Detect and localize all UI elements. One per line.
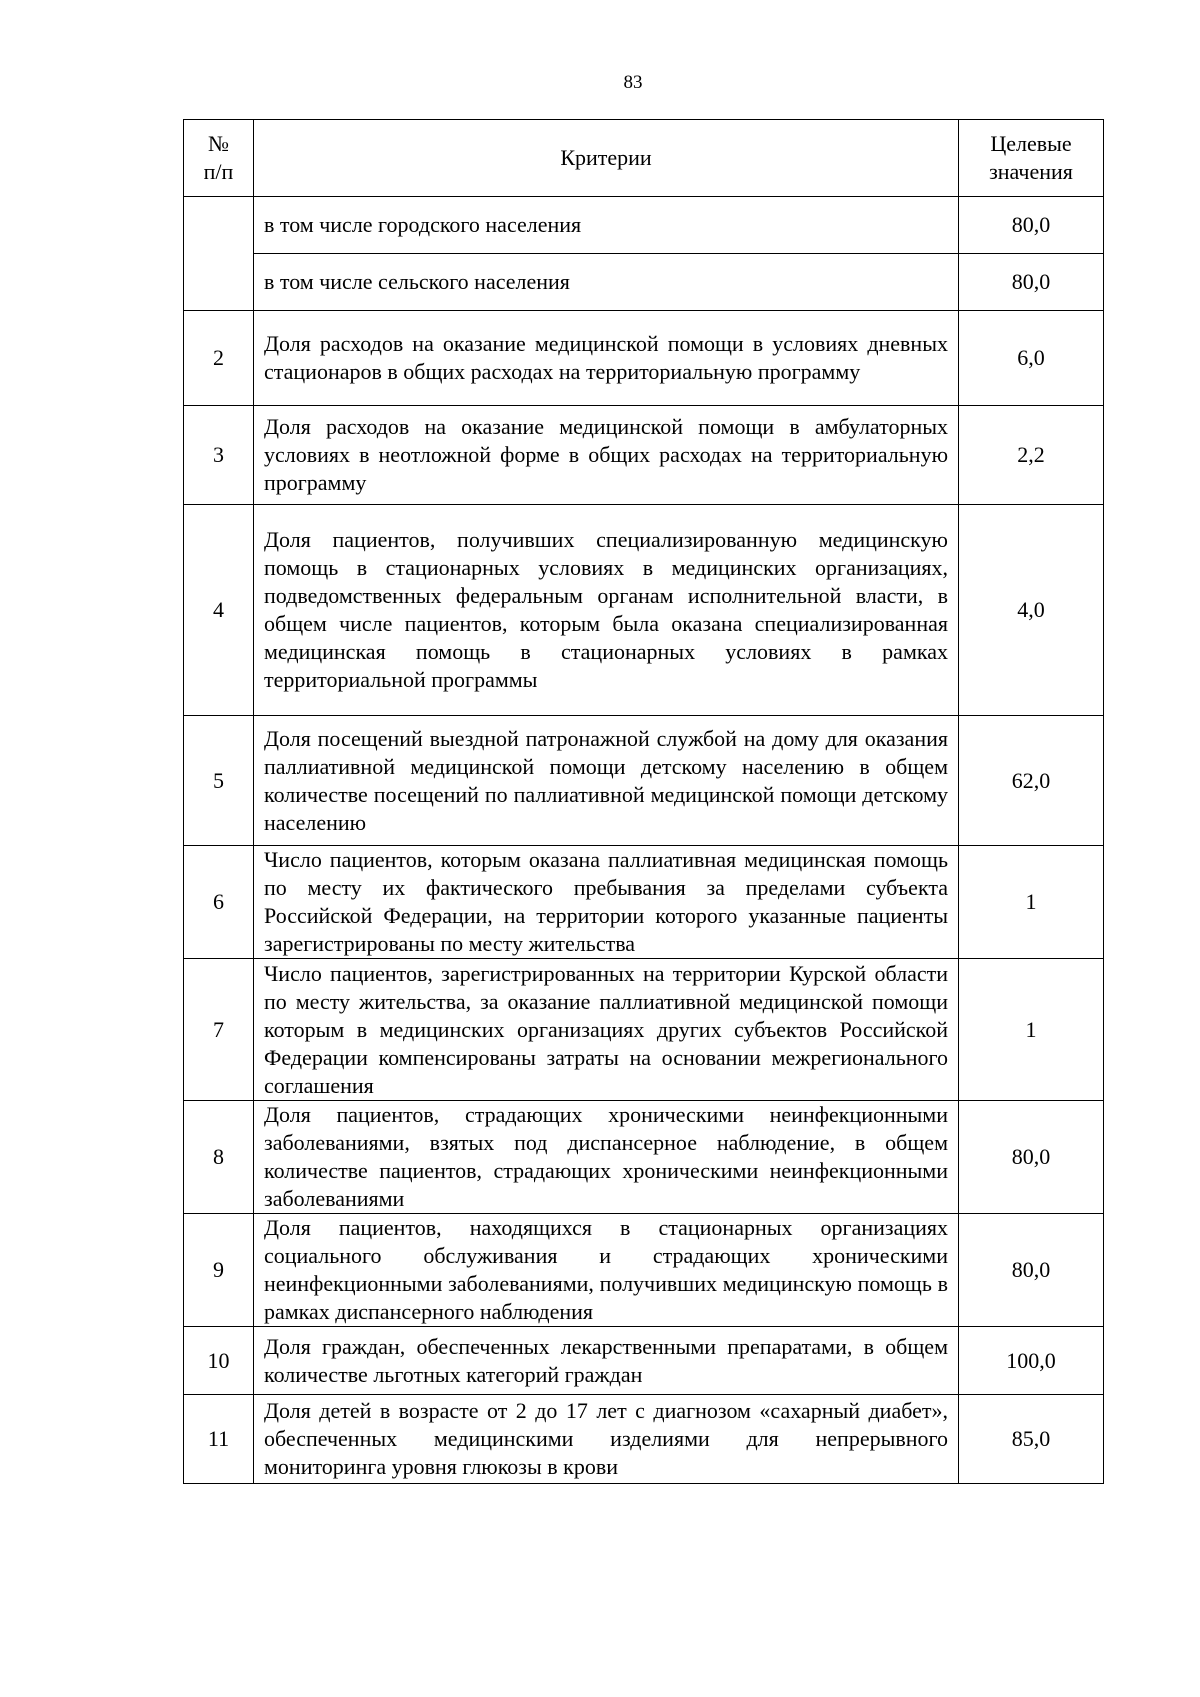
criteria-cell: в том числе городского населения [254,197,959,254]
table-row [184,1395,1104,1484]
table-row [184,254,1104,311]
table-header-row [184,120,1104,197]
row-number-cell: 9 [184,1214,254,1327]
row-number-cell: 4 [184,505,254,716]
row-number-cell: 10 [184,1327,254,1395]
target-value-cell: 80,0 [959,254,1104,311]
table-row [184,1327,1104,1395]
target-value-cell: 1 [959,846,1104,959]
table-row [184,1101,1104,1214]
table-row [184,716,1104,846]
row-number-cell: 5 [184,716,254,846]
header-target-line2: значения [989,159,1073,184]
table-row [184,1214,1104,1327]
criteria-cell: Доля посещений выездной патронажной службой на дому для оказания паллиативной медицинской помощи детскому населению в общем количестве посещений по паллиативной медицинской помощи детскому населению [254,716,959,846]
row-number-cell: 6 [184,846,254,959]
header-target-line1: Целевые [990,131,1072,156]
target-value-cell: 6,0 [959,311,1104,406]
criteria-cell: в том числе сельского населения [254,254,959,311]
criteria-cell: Доля пациентов, находящихся в стационарных организациях социального обслуживания и страдающих хроническими неинфекционными заболеваниями, получивших медицинскую помощь в рамках диспансерного наблюдения [254,1214,959,1327]
target-value-cell: 80,0 [959,1214,1104,1327]
row-number-cell: 7 [184,959,254,1101]
table-row [184,959,1104,1101]
target-value-cell: 62,0 [959,716,1104,846]
table-row [184,846,1104,959]
row-number-cell: 2 [184,311,254,406]
header-number [184,120,254,197]
target-value-cell: 80,0 [959,1101,1104,1214]
table-row [184,406,1104,505]
header-criteria: Критерии [254,120,959,197]
table-row [184,197,1104,254]
criteria-cell: Доля расходов на оказание медицинской помощи в амбулаторных условиях в неотложной форме в общих расходах на территориальную программу [254,406,959,505]
target-value-cell: 1 [959,959,1104,1101]
header-number-abbr: п/п [203,159,234,184]
row-number-cell: 11 [184,1395,254,1484]
target-value-cell: 2,2 [959,406,1104,505]
criteria-cell: Число пациентов, которым оказана паллиативная медицинская помощь по месту их фактического пребывания за пределами субъекта Российской Федерации, на территории которого указанные пациенты зарегистрированы по месту жительства [254,846,959,959]
target-value-cell: 80,0 [959,197,1104,254]
target-value-cell: 85,0 [959,1395,1104,1484]
criteria-cell: Число пациентов, зарегистрированных на территории Курской области по месту жительства, за оказание паллиативной медицинской помощи которым в медицинских организациях других субъектов Российской Федерации компенсированы затраты на основании межрегионального соглашения [254,959,959,1101]
header-number-symbol: № [208,131,229,156]
criteria-cell: Доля граждан, обеспеченных лекарственными препаратами, в общем количестве льготных категорий граждан [254,1327,959,1395]
criteria-cell: Доля пациентов, получивших специализированную медицинскую помощь в стационарных условиях в медицинских организациях, подведомственных федеральным органам исполнительной власти, в общем числе пациентов, которым была оказана специализированная медицинская помощь в стационарных условиях в рамках территориальной программы [254,505,959,716]
row-number-cell: 8 [184,1101,254,1214]
page-number: 83 [623,72,643,93]
row-number-cell: 3 [184,406,254,505]
target-value-cell: 4,0 [959,505,1104,716]
criteria-cell: Доля пациентов, страдающих хроническими неинфекционными заболеваниями, взятых под диспансерное наблюдение, в общем количестве пациентов, страдающих хроническими неинфекционными заболеваниями [254,1101,959,1214]
target-value-cell: 100,0 [959,1327,1104,1395]
table-row [184,311,1104,406]
criteria-table [183,119,1104,1484]
criteria-cell: Доля детей в возрасте от 2 до 17 лет с диагнозом «сахарный диабет», обеспеченных медицинскими изделиями для непрерывного мониторинга уровня глюкозы в крови [254,1395,959,1484]
row-number-cell [184,197,254,311]
header-target-values [959,120,1104,197]
table-row [184,505,1104,716]
criteria-cell: Доля расходов на оказание медицинской помощи в условиях дневных стационаров в общих расходах на территориальную программу [254,311,959,406]
